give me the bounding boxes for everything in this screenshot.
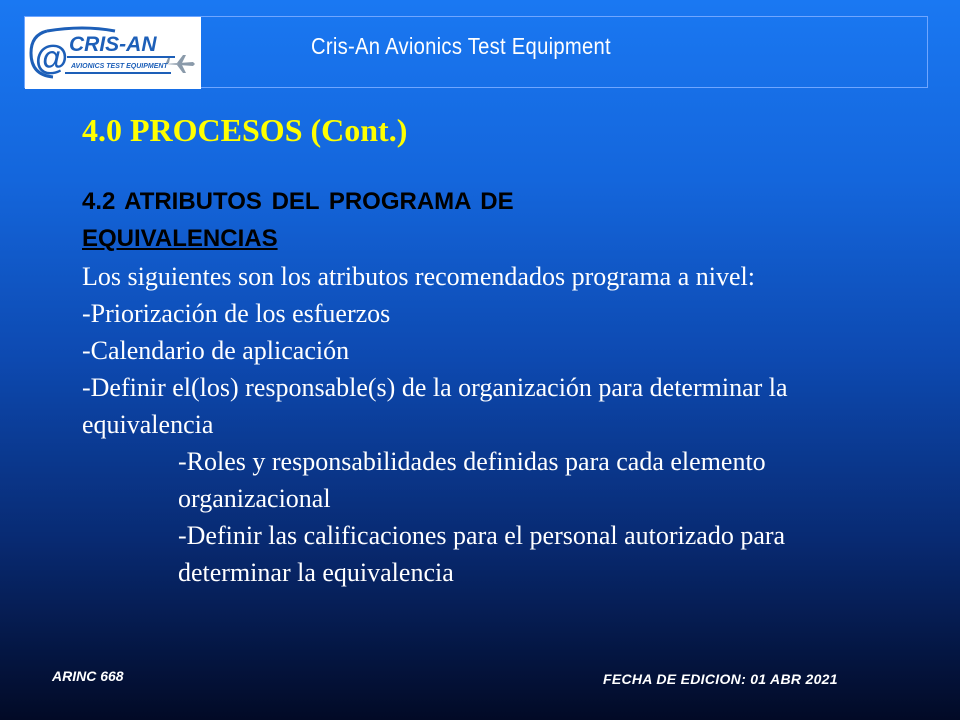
slide-body — [82, 258, 882, 591]
at-symbol: @ — [35, 39, 69, 77]
subheading-line-1: 4.2 ATRIBUTOS DEL PROGRAMA DE — [82, 188, 514, 215]
section-subheading — [82, 183, 782, 257]
subheading-line-2: EQUIVALENCIAS — [82, 225, 278, 252]
slide-header — [24, 16, 928, 88]
body-paragraph: -Priorización de los esfuerzos — [82, 299, 391, 328]
company-logo — [25, 17, 201, 89]
header-title: Cris-An Avionics Test Equipment — [311, 33, 611, 59]
footer-document-ref: ARINC 668 — [52, 668, 124, 684]
body-sub-item: -Definir las calificaciones para el personal autorizado para determinar la equivalencia — [178, 521, 786, 587]
logo-brand: CRIS-AN — [69, 33, 157, 56]
slide-heading: 4.0 PROCESOS (Cont.) — [82, 112, 408, 148]
body-sub-item: -Roles y responsabilidades definidas para cada elemento organizacional — [178, 447, 766, 513]
body-paragraph: Los siguientes son los atributos recomendados programa a nivel: — [82, 262, 755, 291]
body-paragraph: -Definir el(los) responsable(s) de la organización para determinar la equivalencia — [82, 373, 788, 439]
body-paragraph: -Calendario de aplicación — [82, 336, 350, 365]
footer-edition-date: FECHA DE EDICION: 01 ABR 2021 — [603, 671, 838, 687]
logo-tagline: AVIONICS TEST EQUIPMENT — [71, 63, 168, 70]
